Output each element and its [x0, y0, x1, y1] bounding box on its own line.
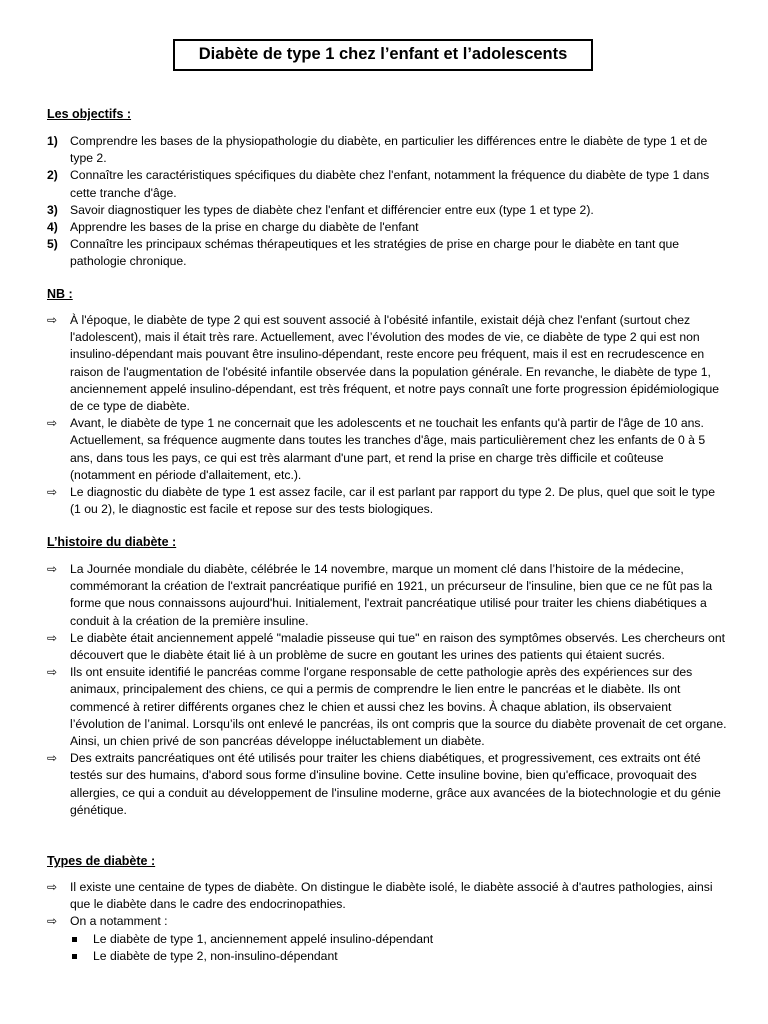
histoire-item	[47, 561, 727, 630]
objectif-item	[47, 133, 727, 167]
item-text: À l'époque, le diabète de type 2 qui est souvent associé à l'obésité infantile, existait déjà chez l'enfant (surtout chez l'adolescent), mais il était très rare. Actuellement, avec l’évolution des modes de vie, ce diabète de type 2 qui est non insulino-dépendant mais pouvant être insulino-dépendant, reste encore peu fréquent, mais il est en recrudescence en raison de l'augmentation de l'obésité infantile observée dans la population générale. En revanche, le diabète de type 1, anciennement appelé insulino-dépendant, est très fréquent, et notre pays connaît une forte progression épidémiologique de ce type de diabète.	[70, 313, 720, 414]
item-text: Connaître les caractéristiques spécifiques du diabète chez l'enfant, notamment la fréquence du diabète de type 1 dans cette tranche d'âge.	[70, 168, 710, 200]
item-text: Connaître les principaux schémas thérapeutiques et les stratégies de prise en charge pour le diabète en tant que pathologie chronique.	[70, 237, 680, 269]
item-text: La Journée mondiale du diabète, célébrée le 14 novembre, marque un moment clé dans l’histoire de la médecine, commémorant la création de l'extrait pancréatique purifié en 1921, un précurseur de l'insuline, bien que ce ne fût pas la forme que nous connaissons aujourd'hui. Initialement, l'extrait pancréatique utilisé pour traiter les chiens diabétiques a conduit à la création de la première insuline.	[70, 562, 713, 628]
item-text: On a notamment :	[70, 914, 168, 929]
item-number: 2)	[47, 168, 58, 183]
item-text: Le diagnostic du diabète de type 1 est assez facile, car il est parlant par rapport du type 2. De plus, quel que soit le type (1 ou 2), le diagnostic est facile et repose sur des tests biologiques.	[70, 485, 715, 517]
objectif-item	[47, 236, 727, 270]
histoire-list	[47, 561, 727, 819]
arrow-icon: ⇨	[47, 562, 58, 576]
item-number: 4)	[47, 220, 58, 235]
nb-list	[47, 312, 727, 518]
subitem-text: Le diabète de type 1, anciennement appelé insulino-dépendant	[93, 931, 434, 946]
objectif-item	[47, 219, 727, 236]
histoire-item	[47, 750, 727, 819]
objectifs-heading: Les objectifs :	[47, 107, 132, 121]
item-text: Comprendre les bases de la physiopathologie du diabète, en particulier les différences entre le diabète de type 1 et de type 2.	[70, 134, 708, 166]
square-bullet-icon	[72, 937, 77, 942]
item-text: Ils ont ensuite identifié le pancréas comme l'organe responsable de cette pathologie après des expériences sur des animaux, principalement des chiens, ce qui a permis de comprendre le lien entre le pancréas et le diabète. Ils ont commencé à retirer différents organes chez le chien et aussi chez les bovins. À chaque ablation, ils observaient l’évolution de l’animal. Lorsqu’ils ont enlevé le pancréas, ils ont compris que la source du diabète provenait de cet organe. Ainsi, un chien privé de son pancréas développe inéluctablement un diabète.	[70, 665, 727, 749]
document-title: Diabète de type 1 chez l’enfant et l’adolescents	[173, 39, 593, 71]
nb-heading: NB :	[47, 287, 73, 301]
item-text: Il existe une centaine de types de diabète. On distingue le diabète isolé, le diabète associé à d'autres pathologies, ainsi que le diabète dans le cadre des endocrinopathies.	[70, 880, 713, 912]
histoire-item	[47, 630, 727, 664]
item-text: Avant, le diabète de type 1 ne concernait que les adolescents et ne touchait les enfants qu'à partir de l'âge de 10 ans. Actuellement, sa fréquence augmente dans toutes les tranches d'âge, mais particulièrement chez les enfants de 0 à 5 ans, dans tous les pays, ce qui est très alarmant d'une part, et rend la prise en charge très difficile et coûteuse (notamment en période d'allaitement, etc.).	[70, 416, 706, 482]
objectifs-list	[47, 133, 727, 271]
arrow-icon: ⇨	[47, 485, 58, 500]
nb-item	[47, 415, 727, 484]
types-heading: Types de diabète :	[47, 854, 156, 868]
nb-item	[47, 484, 727, 518]
arrow-icon: ⇨	[47, 751, 58, 766]
arrow-icon: ⇨	[47, 665, 58, 680]
objectif-item	[47, 202, 727, 219]
item-number: 5)	[47, 237, 58, 252]
types-list	[47, 879, 727, 965]
histoire-heading: L’histoire du diabète :	[47, 535, 177, 549]
types-item	[47, 879, 727, 913]
subitem-text: Le diabète de type 2, non-insulino-dépendant	[93, 948, 338, 963]
item-text: Le diabète était anciennement appelé "maladie pisseuse qui tue" en raison des symptômes observés. Les chercheurs ont découvert que le diabète était lié à un problème de sucre en goutant les urines des patients qui étaient sucrés.	[70, 630, 725, 663]
types-subitem	[47, 931, 727, 948]
nb-item	[47, 312, 727, 415]
item-number: 1)	[47, 134, 58, 148]
arrow-icon: ⇨	[47, 880, 58, 894]
arrow-icon: ⇨	[47, 914, 58, 929]
item-text: Des extraits pancréatiques ont été utilisés pour traiter les chiens diabétiques, et progressivement, ces extraits ont été testés sur des humains, d'abord sous forme d'insuline bovine. Cette insuline bovine, bien qu'efficace, provoquait des allergies, ce qui a conduit au développement de l'insuline moderne, grâce aux avancées de la biotechnologie et du génie génétique.	[70, 751, 721, 817]
histoire-item	[47, 664, 727, 750]
arrow-icon: ⇨	[47, 630, 58, 645]
item-text: Apprendre les bases de la prise en charge du diabète de l'enfant	[70, 220, 419, 235]
arrow-icon: ⇨	[47, 416, 58, 431]
item-number: 3)	[47, 202, 58, 217]
square-bullet-icon	[72, 954, 77, 959]
arrow-icon: ⇨	[47, 313, 58, 327]
objectif-item	[47, 167, 727, 201]
item-text: Savoir diagnostiquer les types de diabète chez l'enfant et différencier entre eux (type 1 et type 2).	[70, 202, 594, 217]
types-item	[47, 913, 727, 930]
types-subitem	[47, 948, 727, 965]
